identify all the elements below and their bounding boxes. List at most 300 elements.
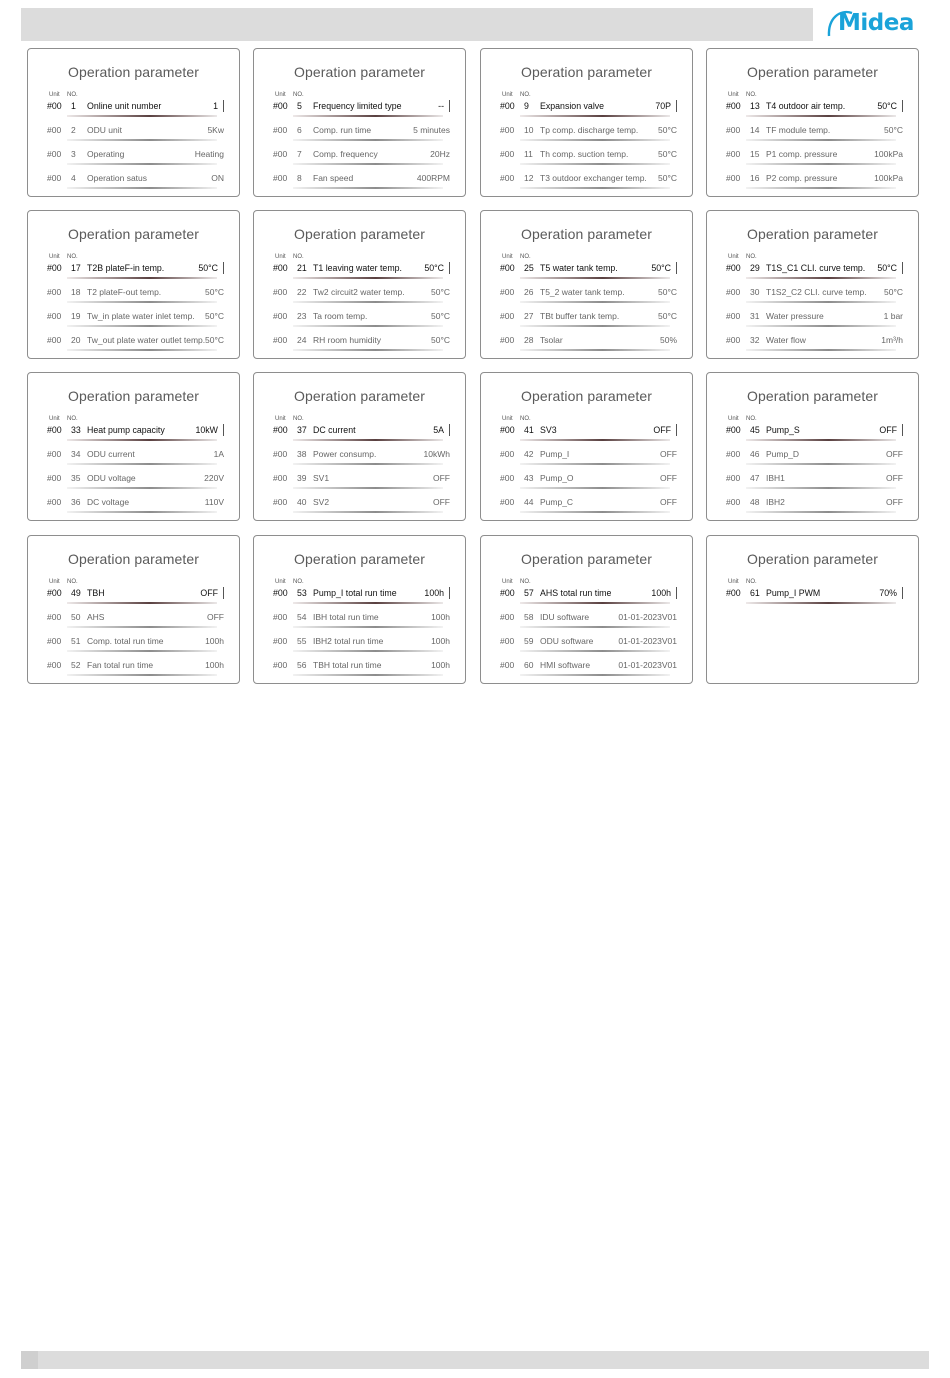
parameter-row[interactable]: [726, 308, 903, 324]
footer-bar: [21, 1351, 929, 1369]
row-value: 220V: [204, 473, 224, 483]
parameter-row-selected[interactable]: [500, 98, 677, 114]
row-unit: #00: [500, 263, 515, 273]
row-name: TBH total run time: [313, 660, 382, 670]
parameter-panel: [706, 372, 919, 521]
row-value: OFF: [207, 612, 224, 622]
column-header-no: NO.: [67, 416, 78, 422]
parameter-row[interactable]: [500, 146, 677, 162]
row-name: Th comp. suction temp.: [540, 149, 629, 159]
row-name: ODU voltage: [87, 473, 136, 483]
row-number: 58: [524, 612, 534, 622]
row-number: 6: [297, 125, 302, 135]
parameter-panel: [253, 210, 466, 359]
row-unit: #00: [47, 473, 62, 483]
column-header-no: NO.: [293, 254, 304, 260]
column-header-no: NO.: [67, 254, 78, 260]
parameter-row-selected[interactable]: [47, 260, 224, 276]
row-name: IBH2 total run time: [313, 636, 384, 646]
row-unit: #00: [726, 287, 741, 297]
row-divider: [520, 674, 670, 676]
column-header-unit: Unit: [502, 254, 513, 260]
row-unit: #00: [500, 101, 515, 111]
parameter-row[interactable]: [273, 146, 450, 162]
parameter-row[interactable]: [273, 122, 450, 138]
row-divider: [293, 487, 443, 489]
row-unit: #00: [500, 335, 515, 345]
parameter-row[interactable]: [726, 284, 903, 300]
parameter-row[interactable]: [273, 494, 450, 510]
row-value: 50°C: [884, 125, 903, 135]
row-number: 34: [71, 449, 81, 459]
parameter-row-selected[interactable]: [726, 585, 903, 601]
parameter-row-selected[interactable]: [500, 260, 677, 276]
row-unit: #00: [47, 425, 62, 435]
parameter-row[interactable]: [500, 446, 677, 462]
row-value: 01-01-2023V01: [618, 612, 677, 622]
parameter-row[interactable]: [726, 494, 903, 510]
panel-title: Operation parameter: [67, 64, 200, 80]
row-name: T1S_C1 CLI. curve temp.: [766, 263, 866, 273]
row-name: T2B plateF-in temp.: [87, 263, 165, 273]
row-divider: [67, 650, 217, 652]
row-number: 46: [750, 449, 760, 459]
column-header-unit: Unit: [728, 92, 739, 98]
column-header-no: NO.: [746, 416, 757, 422]
parameter-row[interactable]: [500, 170, 677, 186]
row-divider: [67, 325, 217, 327]
row-value: 50°C: [658, 287, 677, 297]
row-number: 17: [71, 263, 81, 273]
row-number: 4: [71, 173, 76, 183]
row-unit: #00: [47, 263, 62, 273]
row-value: OFF: [886, 473, 903, 483]
row-divider: [293, 325, 443, 327]
row-unit: #00: [500, 497, 515, 507]
row-number: 39: [297, 473, 307, 483]
row-value: 1 bar: [883, 311, 903, 321]
panel-title: Operation parameter: [520, 64, 653, 80]
row-number: 54: [297, 612, 307, 622]
panel-title: Operation parameter: [746, 64, 879, 80]
parameter-row[interactable]: [500, 308, 677, 324]
row-unit: #00: [500, 149, 515, 159]
selection-cursor: [223, 100, 224, 112]
row-number: 18: [71, 287, 81, 297]
row-value: 50%: [659, 335, 677, 345]
row-number: 50: [71, 612, 81, 622]
row-name: SV2: [313, 497, 330, 507]
row-number: 42: [524, 449, 534, 459]
row-unit: #00: [273, 173, 288, 183]
row-divider: [746, 325, 896, 327]
row-unit: #00: [726, 473, 741, 483]
parameter-row-selected[interactable]: [726, 260, 903, 276]
row-number: 21: [297, 263, 307, 273]
panel-title: Operation parameter: [293, 226, 426, 242]
row-name: T5_2 water tank temp.: [540, 287, 625, 297]
row-name: Heat pump capacity: [87, 425, 165, 435]
row-number: 48: [750, 497, 760, 507]
row-divider: [67, 487, 217, 489]
parameter-row-selected[interactable]: [273, 98, 450, 114]
row-name: Frequency limited type: [313, 101, 402, 111]
row-divider: [293, 349, 443, 351]
row-divider: [293, 277, 443, 279]
parameter-row[interactable]: [500, 633, 677, 649]
parameter-row-selected[interactable]: [726, 98, 903, 114]
row-divider: [746, 439, 896, 441]
parameter-row[interactable]: [273, 633, 450, 649]
row-number: 57: [524, 588, 534, 598]
parameter-row-selected[interactable]: [726, 422, 903, 438]
row-value: OFF: [433, 473, 450, 483]
row-value: 10kW: [195, 425, 218, 435]
parameter-panel-grid: [27, 48, 921, 688]
row-divider: [746, 487, 896, 489]
row-name: T2 plateF-out temp.: [87, 287, 162, 297]
row-name: HMI software: [540, 660, 591, 670]
row-unit: #00: [273, 263, 288, 273]
column-header-unit: Unit: [502, 92, 513, 98]
parameter-row[interactable]: [500, 657, 677, 673]
row-number: 19: [71, 311, 81, 321]
row-number: 27: [524, 311, 534, 321]
row-number: 52: [71, 660, 81, 670]
selection-cursor: [449, 100, 450, 112]
column-header-unit: Unit: [502, 579, 513, 585]
row-value: 50°C: [198, 263, 218, 273]
row-divider: [293, 511, 443, 513]
row-value: 50°C: [431, 335, 450, 345]
row-divider: [67, 349, 217, 351]
parameter-row-selected[interactable]: [500, 422, 677, 438]
row-name: SV3: [540, 425, 557, 435]
column-header-no: NO.: [520, 579, 531, 585]
parameter-panel: [253, 535, 466, 684]
parameter-row[interactable]: [726, 470, 903, 486]
row-divider: [746, 511, 896, 513]
parameter-row[interactable]: [273, 284, 450, 300]
parameter-row[interactable]: [500, 494, 677, 510]
parameter-row[interactable]: [726, 122, 903, 138]
row-divider: [746, 349, 896, 351]
row-unit: #00: [726, 311, 741, 321]
row-value: 50°C: [651, 263, 671, 273]
row-divider: [746, 602, 896, 604]
row-value: OFF: [879, 425, 897, 435]
row-divider: [746, 277, 896, 279]
parameter-row[interactable]: [47, 284, 224, 300]
row-name: Operating: [87, 149, 125, 159]
row-unit: #00: [500, 660, 515, 670]
row-value: 50°C: [205, 335, 224, 345]
parameter-row[interactable]: [273, 170, 450, 186]
row-number: 35: [71, 473, 81, 483]
column-header-no: NO.: [67, 92, 78, 98]
row-name: Comp. total run time: [87, 636, 164, 646]
row-value: 5A: [433, 425, 444, 435]
panel-title: Operation parameter: [293, 64, 426, 80]
row-value: 70P: [655, 101, 671, 111]
row-divider: [520, 487, 670, 489]
row-unit: #00: [273, 287, 288, 297]
row-number: 20: [71, 335, 81, 345]
parameter-panel: [27, 48, 240, 197]
row-number: 16: [750, 173, 760, 183]
row-unit: #00: [273, 473, 288, 483]
row-value: 50°C: [205, 287, 224, 297]
parameter-row[interactable]: [47, 170, 224, 186]
parameter-row-selected[interactable]: [273, 260, 450, 276]
parameter-panel: [27, 372, 240, 521]
row-number: 24: [297, 335, 307, 345]
selection-cursor: [676, 587, 677, 599]
column-header-no: NO.: [520, 416, 531, 422]
row-unit: #00: [500, 449, 515, 459]
row-number: 29: [750, 263, 760, 273]
row-unit: #00: [500, 425, 515, 435]
row-name: IBH1: [766, 473, 785, 483]
row-divider: [293, 650, 443, 652]
row-value: 100h: [424, 588, 444, 598]
row-unit: #00: [726, 149, 741, 159]
parameter-row[interactable]: [273, 609, 450, 625]
parameter-row[interactable]: [500, 470, 677, 486]
parameter-row-selected[interactable]: [273, 585, 450, 601]
parameter-panel: [480, 210, 693, 359]
parameter-row[interactable]: [47, 470, 224, 486]
row-divider: [520, 463, 670, 465]
row-divider: [293, 187, 443, 189]
row-divider: [520, 650, 670, 652]
parameter-row[interactable]: [273, 470, 450, 486]
column-header-unit: Unit: [49, 92, 60, 98]
row-name: Online unit number: [87, 101, 162, 111]
parameter-row[interactable]: [726, 332, 903, 348]
brand-logo-text: Midea: [838, 10, 914, 36]
parameter-row-selected[interactable]: [47, 422, 224, 438]
row-divider: [67, 602, 217, 604]
selection-cursor: [449, 587, 450, 599]
parameter-row[interactable]: [500, 122, 677, 138]
row-number: 12: [524, 173, 534, 183]
row-number: 31: [750, 311, 760, 321]
parameter-row[interactable]: [47, 633, 224, 649]
row-value: 100kPa: [874, 173, 903, 183]
parameter-row[interactable]: [273, 657, 450, 673]
row-unit: #00: [273, 335, 288, 345]
row-divider: [746, 139, 896, 141]
row-number: 26: [524, 287, 534, 297]
row-divider: [293, 626, 443, 628]
parameter-row-selected[interactable]: [273, 422, 450, 438]
row-number: 38: [297, 449, 307, 459]
column-header-no: NO.: [746, 92, 757, 98]
row-value: 50°C: [431, 287, 450, 297]
row-divider: [67, 277, 217, 279]
row-name: Pump_I: [540, 449, 570, 459]
row-value: OFF: [660, 497, 677, 507]
row-value: 400RPM: [416, 173, 450, 183]
parameter-row[interactable]: [500, 332, 677, 348]
row-unit: #00: [47, 497, 62, 507]
parameter-row-selected[interactable]: [47, 98, 224, 114]
column-header-unit: Unit: [49, 579, 60, 585]
row-number: 9: [524, 101, 529, 111]
parameter-row[interactable]: [273, 332, 450, 348]
row-name: Ta room temp.: [313, 311, 368, 321]
row-name: Tp comp. discharge temp.: [540, 125, 639, 135]
row-unit: #00: [726, 101, 741, 111]
row-divider: [67, 674, 217, 676]
row-value: 50°C: [877, 101, 897, 111]
row-unit: #00: [47, 311, 62, 321]
row-name: TBt buffer tank temp.: [540, 311, 620, 321]
row-unit: #00: [726, 497, 741, 507]
row-value: 50°C: [884, 287, 903, 297]
row-number: 59: [524, 636, 534, 646]
row-unit: #00: [273, 149, 288, 159]
row-divider: [520, 277, 670, 279]
parameter-row[interactable]: [273, 308, 450, 324]
row-unit: #00: [500, 588, 515, 598]
row-divider: [67, 511, 217, 513]
row-unit: #00: [726, 335, 741, 345]
selection-cursor: [676, 424, 677, 436]
row-value: 50°C: [658, 311, 677, 321]
row-value: Heating: [194, 149, 224, 159]
row-value: 100h: [205, 660, 224, 670]
row-unit: #00: [47, 588, 62, 598]
row-number: 23: [297, 311, 307, 321]
row-unit: #00: [273, 588, 288, 598]
selection-cursor: [223, 424, 224, 436]
row-name: Pump_O: [540, 473, 574, 483]
row-unit: #00: [726, 449, 741, 459]
parameter-row[interactable]: [726, 170, 903, 186]
row-number: 43: [524, 473, 534, 483]
parameter-row[interactable]: [47, 146, 224, 162]
parameter-row-selected[interactable]: [47, 585, 224, 601]
panel-title: Operation parameter: [746, 551, 879, 567]
parameter-row[interactable]: [47, 446, 224, 462]
row-name: Fan speed: [313, 173, 354, 183]
row-unit: #00: [273, 660, 288, 670]
parameter-panel: [706, 48, 919, 197]
row-value: 50°C: [658, 149, 677, 159]
row-number: 5: [297, 101, 302, 111]
row-number: 8: [297, 173, 302, 183]
column-header-no: NO.: [520, 254, 531, 260]
parameter-row[interactable]: [47, 122, 224, 138]
parameter-row[interactable]: [47, 609, 224, 625]
row-name: RH room humidity: [313, 335, 382, 345]
row-value: 1m³/h: [881, 335, 903, 345]
row-value: OFF: [200, 588, 218, 598]
row-divider: [520, 187, 670, 189]
parameter-row-selected[interactable]: [500, 585, 677, 601]
row-value: OFF: [886, 497, 903, 507]
row-value: 100h: [431, 612, 450, 622]
row-number: 22: [297, 287, 307, 297]
parameter-row[interactable]: [47, 332, 224, 348]
row-name: ODU unit: [87, 125, 122, 135]
row-unit: #00: [273, 425, 288, 435]
row-value: OFF: [653, 425, 671, 435]
row-value: 5Kw: [207, 125, 224, 135]
row-divider: [746, 163, 896, 165]
panel-title: Operation parameter: [67, 551, 200, 567]
row-divider: [67, 301, 217, 303]
row-name: DC current: [313, 425, 356, 435]
column-header-unit: Unit: [728, 254, 739, 260]
parameter-row[interactable]: [500, 609, 677, 625]
row-unit: #00: [500, 612, 515, 622]
parameter-row[interactable]: [726, 446, 903, 462]
row-divider: [293, 463, 443, 465]
selection-cursor: [676, 262, 677, 274]
column-header-no: NO.: [293, 92, 304, 98]
row-value: OFF: [433, 497, 450, 507]
parameter-row[interactable]: [500, 284, 677, 300]
row-name: IBH total run time: [313, 612, 379, 622]
row-name: Power consump.: [313, 449, 377, 459]
row-value: 100h: [651, 588, 671, 598]
parameter-panel: [253, 372, 466, 521]
row-divider: [67, 187, 217, 189]
panel-title: Operation parameter: [67, 388, 200, 404]
parameter-row[interactable]: [47, 657, 224, 673]
row-unit: #00: [273, 636, 288, 646]
panel-title: Operation parameter: [293, 551, 426, 567]
parameter-row[interactable]: [273, 446, 450, 462]
row-value: 100h: [431, 636, 450, 646]
parameter-row[interactable]: [47, 308, 224, 324]
parameter-row[interactable]: [47, 494, 224, 510]
row-divider: [520, 511, 670, 513]
panel-title: Operation parameter: [520, 551, 653, 567]
row-unit: #00: [500, 287, 515, 297]
row-value: --: [438, 101, 444, 111]
row-unit: #00: [47, 335, 62, 345]
row-name: Pump_S: [766, 425, 800, 435]
row-value: 100kPa: [874, 149, 903, 159]
row-divider: [293, 602, 443, 604]
row-unit: #00: [726, 263, 741, 273]
row-number: 13: [750, 101, 760, 111]
row-value: OFF: [660, 449, 677, 459]
row-unit: #00: [47, 612, 62, 622]
row-value: ON: [211, 173, 224, 183]
selection-cursor: [223, 587, 224, 599]
row-unit: #00: [47, 287, 62, 297]
row-number: 56: [297, 660, 307, 670]
row-name: DC voltage: [87, 497, 130, 507]
selection-cursor: [449, 424, 450, 436]
row-unit: #00: [726, 588, 741, 598]
row-number: 32: [750, 335, 760, 345]
parameter-panel: [480, 48, 693, 197]
row-name: T4 outdoor air temp.: [766, 101, 846, 111]
row-unit: #00: [273, 449, 288, 459]
panel-title: Operation parameter: [746, 388, 879, 404]
column-header-unit: Unit: [275, 579, 286, 585]
row-unit: #00: [726, 125, 741, 135]
parameter-row[interactable]: [726, 146, 903, 162]
row-unit: #00: [273, 311, 288, 321]
row-name: ODU software: [540, 636, 594, 646]
